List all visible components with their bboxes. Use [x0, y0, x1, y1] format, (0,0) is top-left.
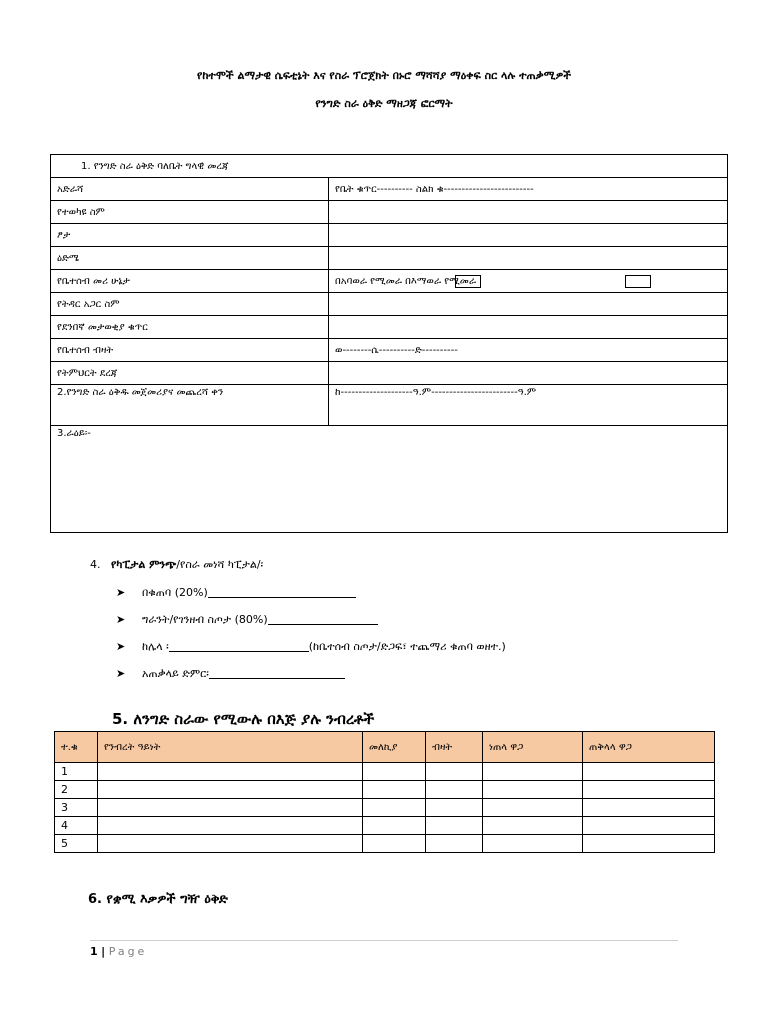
table-header-row [55, 732, 715, 763]
female-headed-checkbox[interactable] [625, 275, 651, 288]
plan-dates-label: 2.የንግድ ስራ ዕቅዱ መጀመሪያና መጨረሻ ቀን [51, 385, 329, 426]
plan-dates-value[interactable]: ከ--------------------ዓ.ም------------------------ዓ.ም [329, 385, 728, 426]
row-number: 3 [55, 799, 98, 817]
list-item [116, 667, 506, 694]
table-row [55, 835, 715, 853]
table-row [51, 247, 728, 270]
capital-item-label: ከሌላ ፡ [142, 640, 169, 653]
table-cell[interactable] [426, 763, 483, 781]
table-cell[interactable] [98, 781, 363, 799]
capital-section-title: የካፒታል ምንጭ [111, 558, 177, 571]
table-cell[interactable] [426, 799, 483, 817]
male-headed-checkbox[interactable] [455, 275, 481, 288]
column-header: የንብረት ዓይነት [98, 732, 363, 763]
fixed-assets-section-title: 6. የቋሚ እቃዎች ግዥ ዕቅድ [88, 892, 228, 907]
table-cell[interactable] [483, 835, 583, 853]
table-cell[interactable] [583, 781, 715, 799]
row-number: 5 [55, 835, 98, 853]
table-row [55, 763, 715, 781]
table-cell[interactable] [583, 817, 715, 835]
table-row [51, 385, 728, 426]
total-blank[interactable] [209, 667, 345, 679]
table-cell[interactable] [583, 799, 715, 817]
table-cell[interactable] [98, 835, 363, 853]
page-label: Page [108, 945, 148, 958]
capital-section-number: 4. [90, 558, 101, 571]
row-label: የትዳር አጋር ስም [51, 293, 329, 316]
row-value[interactable] [329, 293, 728, 316]
table-row [51, 201, 728, 224]
table-row [51, 224, 728, 247]
table-row [51, 293, 728, 316]
list-item [116, 613, 506, 640]
table-cell[interactable] [363, 817, 426, 835]
document-title: የከተሞች ልማታዊ ሴፍቲኔት እና የስራ ፕሮጀክት በኑሮ ማሻሻያ ማዕቀፍ ስር ላሉ ተጠቃሚዎች [196, 69, 571, 82]
capital-item-label: አጠቃላይ ድምር፡ [142, 667, 209, 680]
row-label: የቤተሰብ መሪ ሁኔታ [51, 270, 329, 293]
capital-item-label: በቁጠባ (20%) [142, 586, 208, 599]
table-cell[interactable] [583, 835, 715, 853]
table-row [51, 362, 728, 385]
capital-section-subtitle: /የስራ መነሻ ካፒታል/፡ [176, 558, 264, 571]
capital-item-label: ግራንት/የገንዘብ ስጦታ (80%) [142, 613, 268, 626]
capital-source-list [116, 586, 506, 694]
savings-blank[interactable] [208, 586, 356, 598]
arrow-bullet-icon: ➤ [116, 586, 126, 599]
document-subtitle: የንግድ ስራ ዕቅድ ማዘጋጃ ፎርማት [315, 97, 453, 110]
capital-item-note: (ከቤተሰብ ስጦታ/ድጋፍ፣ ተጨማሪ ቁጠባ ወዘተ.) [308, 640, 506, 653]
vision-field[interactable]: 3.ራዕይ፡- [51, 426, 728, 533]
row-label: የቤተሰብ ብዛት [51, 339, 329, 362]
table-row [51, 426, 728, 533]
table-cell[interactable] [483, 781, 583, 799]
column-header: ጠቅላላ ዋጋ [583, 732, 715, 763]
row-value[interactable] [329, 224, 728, 247]
column-header: ተ.ቁ [55, 732, 98, 763]
arrow-bullet-icon: ➤ [116, 613, 126, 626]
row-label: አድራሻ [51, 178, 329, 201]
table-cell[interactable] [483, 763, 583, 781]
row-value[interactable]: ወ--------ሴ----------ድ---------- [329, 339, 728, 362]
owner-info-section-title: 1. የንግድ ስራ ዕቅድ ባለቤት ግላዊ መረጃ [51, 155, 728, 178]
row-value[interactable] [329, 362, 728, 385]
row-label: ፆታ [51, 224, 329, 247]
marital-status-cell [329, 270, 728, 293]
assets-table [54, 731, 715, 853]
other-blank[interactable] [169, 640, 309, 652]
table-cell[interactable] [363, 835, 426, 853]
row-number: 1 [55, 763, 98, 781]
table-cell[interactable] [483, 817, 583, 835]
arrow-bullet-icon: ➤ [116, 640, 126, 653]
column-header: ብዛት [426, 732, 483, 763]
table-row [51, 316, 728, 339]
row-value[interactable]: የቤት ቁጥር---------- ስልክ ቁ------------------------- [329, 178, 728, 201]
row-value[interactable] [329, 316, 728, 339]
table-cell[interactable] [426, 835, 483, 853]
row-label: የተወካዩ ስም [51, 201, 329, 224]
table-cell[interactable] [98, 799, 363, 817]
table-cell[interactable] [426, 817, 483, 835]
arrow-bullet-icon: ➤ [116, 667, 126, 680]
row-value[interactable] [329, 201, 728, 224]
table-cell[interactable] [363, 763, 426, 781]
table-cell[interactable] [483, 799, 583, 817]
table-row [55, 781, 715, 799]
row-label: የደንበኛ መታወቂያ ቁጥር [51, 316, 329, 339]
footer-separator: | [101, 945, 106, 958]
marital-status-options: በአባወራ የሚመራ በእማወራ የሚመራ [335, 275, 477, 287]
table-row [51, 339, 728, 362]
row-number: 4 [55, 817, 98, 835]
table-row [55, 799, 715, 817]
grant-blank[interactable] [268, 613, 378, 625]
row-number: 2 [55, 781, 98, 799]
column-header: ነጠላ ዋጋ [483, 732, 583, 763]
table-cell[interactable] [426, 781, 483, 799]
table-cell[interactable] [98, 817, 363, 835]
row-label: ዕድሜ [51, 247, 329, 270]
page-number: 1 [90, 945, 98, 958]
table-cell[interactable] [98, 763, 363, 781]
table-cell[interactable] [583, 763, 715, 781]
list-item [116, 586, 506, 613]
row-label: የትምህርት ደረጃ [51, 362, 329, 385]
table-row [55, 817, 715, 835]
table-row [51, 270, 728, 293]
assets-section-title: 5. ለንግድ ስራው የሚውሉ በእጅ ያሉ ንብረቶች [112, 710, 375, 728]
row-value[interactable] [329, 247, 728, 270]
column-header: መለኪያ [363, 732, 426, 763]
footer-divider [90, 940, 678, 941]
table-cell[interactable] [363, 781, 426, 799]
page-footer [90, 945, 147, 958]
table-cell[interactable] [363, 799, 426, 817]
table-row [51, 178, 728, 201]
capital-section-heading [90, 558, 263, 572]
owner-info-table [50, 154, 728, 533]
list-item [116, 640, 506, 667]
